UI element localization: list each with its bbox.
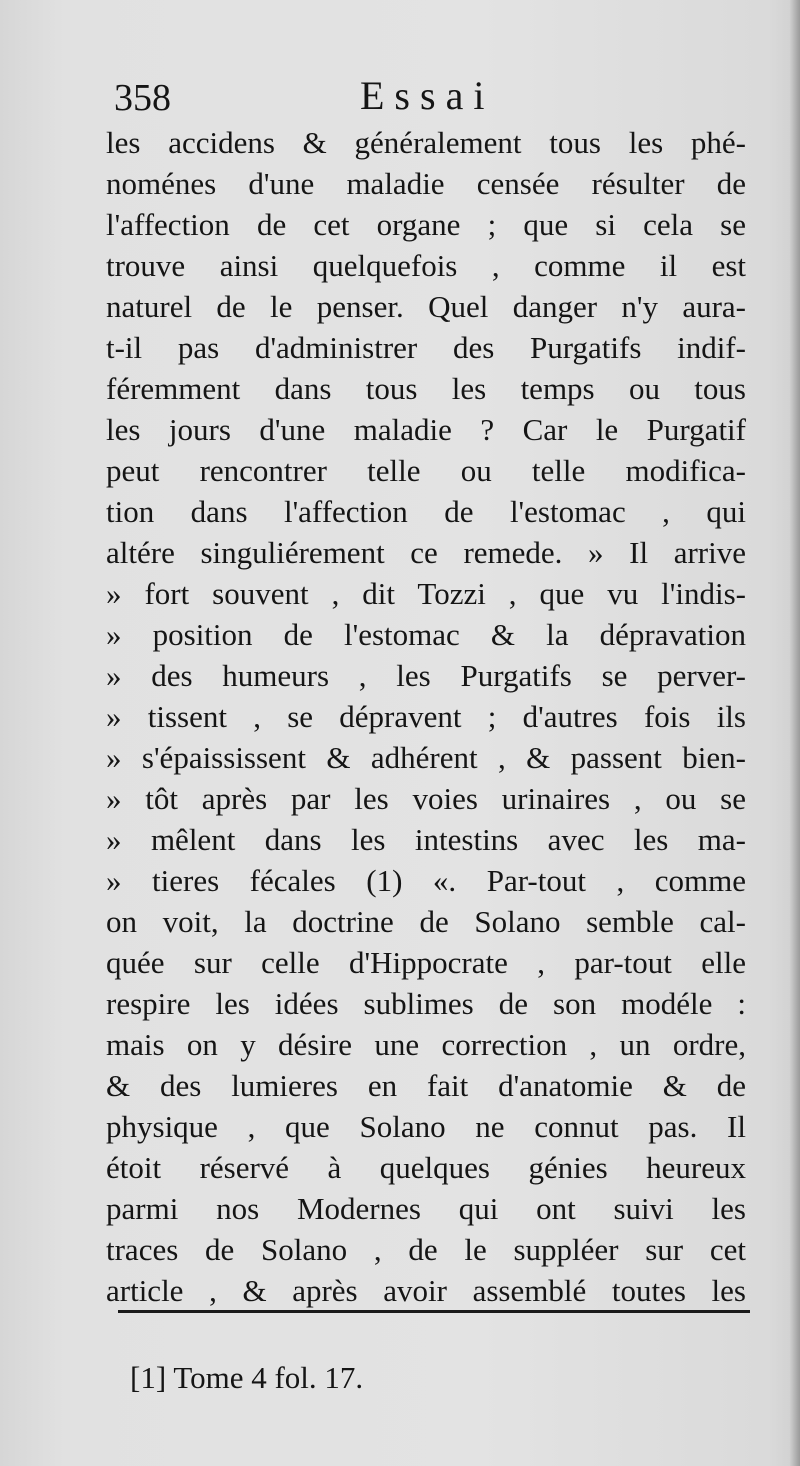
text-line: altére singuliérement ce remede. » Il arrive xyxy=(106,535,746,570)
text-line: les accidens & généralement tous les phé- xyxy=(106,125,746,160)
text-line: noménes d'une maladie censée résulter de xyxy=(106,166,746,201)
text-line: » s'épaississent & adhérent , & passent bien- xyxy=(106,740,746,775)
page-edge-shadow xyxy=(790,0,800,1466)
page-header xyxy=(110,70,750,120)
text-line: parmi nos Modernes qui ont suivi les xyxy=(106,1191,746,1226)
text-line: » tieres fécales (1) «. Par-tout , comme xyxy=(106,863,746,898)
text-line: mais on y désire une correction , un ordre, xyxy=(106,1027,746,1062)
text-line: & des lumieres en fait d'anatomie & de xyxy=(106,1068,746,1103)
text-line: on voit, la doctrine de Solano semble cal- xyxy=(106,904,746,939)
text-line: physique , que Solano ne connut pas. Il xyxy=(106,1109,746,1144)
footnote-rule xyxy=(118,1310,750,1313)
text-line: trouve ainsi quelquefois , comme il est xyxy=(106,248,746,283)
text-line: peut rencontrer telle ou telle modifica- xyxy=(106,453,746,488)
body-text xyxy=(106,122,746,1311)
text-line: traces de Solano , de le suppléer sur cet xyxy=(106,1232,746,1267)
text-line: » tissent , se dépravent ; d'autres fois ils xyxy=(106,699,746,734)
text-line: » position de l'estomac & la dépravation xyxy=(106,617,746,652)
footnote: [1] Tome 4 fol. 17. xyxy=(130,1360,364,1395)
running-title: Essai xyxy=(360,73,495,118)
text-line: tion dans l'affection de l'estomac , qui xyxy=(106,494,746,529)
text-line: l'affection de cet organe ; que si cela se xyxy=(106,207,746,242)
text-line: » des humeurs , les Purgatifs se perver- xyxy=(106,658,746,693)
text-line: » mêlent dans les intestins avec les ma- xyxy=(106,822,746,857)
page-number: 358 xyxy=(114,77,171,119)
text-line: étoit réservé à quelques génies heureux xyxy=(106,1150,746,1185)
text-line: les jours d'une maladie ? Car le Purgatif xyxy=(106,412,746,447)
text-line: féremment dans tous les temps ou tous xyxy=(106,371,746,406)
text-line: » fort souvent , dit Tozzi , que vu l'indis- xyxy=(106,576,746,611)
text-line: respire les idées sublimes de son modéle : xyxy=(106,986,746,1021)
text-line: article , & après avoir assemblé toutes les xyxy=(106,1273,746,1308)
text-line: » tôt après par les voies urinaires , ou se xyxy=(106,781,746,816)
text-line: quée sur celle d'Hippocrate , par-tout elle xyxy=(106,945,746,980)
text-line: naturel de le penser. Quel danger n'y aura- xyxy=(106,289,746,324)
text-line: t-il pas d'administrer des Purgatifs indif- xyxy=(106,330,746,365)
